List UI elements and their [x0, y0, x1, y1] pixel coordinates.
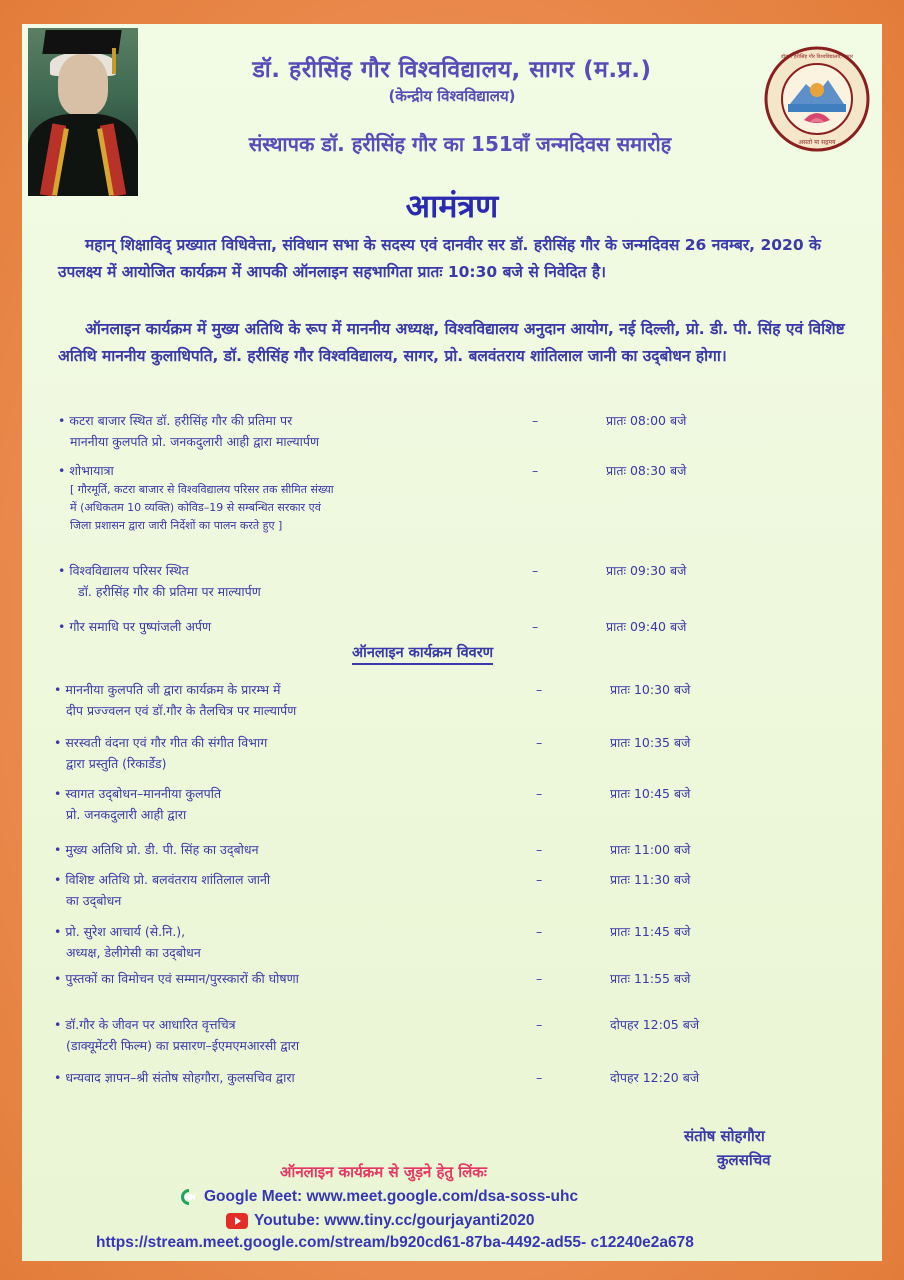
seal-text: डॉक्टर हरीसिंह गौर विश्वविद्यालय, सागर: [780, 54, 854, 60]
stream-link[interactable]: https://stream.meet.google.com/stream/b920cd61-87ba-4492-ad55- c12240e2a678: [96, 1234, 694, 1251]
intro-paragraph: महान् शिक्षाविद् प्रख्यात विधिवेत्ता, संविधान सभा के सदस्य एवं दानवीर सर डॉ. हरीसिंह गौर के जन्मदिवस 26 नवम्बर, 2020 के उपलक्ष्य में आयोजित कार्यक्रम में आपकी ऑनलाइन सहभागिता प्रातः 10:30 बजे से निवेदित है।: [58, 236, 821, 281]
join-links-heading: ऑनलाइन कार्यक्रम से जुड़ने हेतु लिंकः: [280, 1163, 487, 1181]
online-program-heading: ऑनलाइन कार्यक्रम विवरण: [352, 642, 493, 665]
invitation-heading: आमंत्रण: [405, 187, 499, 225]
central-university-subtitle: (केन्द्रीय विश्वविद्यालय): [388, 87, 516, 105]
registrar-name: संतोष सोहगौरा: [684, 1127, 765, 1145]
youtube-icon: [226, 1213, 248, 1229]
seal-motto: असतो मा सद्गमय: [798, 139, 836, 146]
founder-portrait: [28, 28, 138, 196]
registrar-title: कुलसचिव: [717, 1151, 771, 1169]
youtube-link[interactable]: Youtube: www.tiny.cc/gourjayanti2020: [226, 1212, 535, 1230]
google-meet-icon: [180, 1188, 198, 1206]
invitation-card: असतो मा सद्गमय डॉक्टर हरीसिंह गौर विश्वविद्यालय, सागर डॉ. हरीसिंह गौर विश्वविद्यालय, सागर (म.प्र.) (केन्द्रीय विश्वविद्यालय) संस्थापक डॉ. हरीसिंह गौर का 151वाँ जन्मदिवस समारोह आमंत्रण महान् शिक्षाविद् प्रख्यात विधिवेत्ता, संविधान सभा के सदस्य एवं दानवीर सर डॉ. हरीसिंह गौर के जन्मदिवस 26 नवम्बर, 2020 के उपलक्ष्य में आयोजित कार्यक्रम में आपकी ऑनलाइन सहभागिता प्रातः 10:30 बजे से निवेदित है। ऑनलाइन कार्यक्रम में मुख्य अतिथि के रूप में माननीय अध्यक्ष, विश्वविद्यालय अनुदान आयोग, नई दिल्ली, प्रो. डी. पी. सिंह एवं विशिष्ट अतिथि माननीय कुलाधिपति, डॉ. हरीसिंह गौर विश्वविद्यालय, सागर, प्रो. बलवंतराय शांतिलाल जानी का उद्‌बोधन होगा। • कटरा बाजार स्थित डॉ. हरीसिंह गौर की प्रतिमा पर माननीया कुलपति प्रो. जनकदुलारी आही द्वारा माल्यार्पण – प्रातः 08:00 बजे • शोभायात्रा [ गौरमूर्ति, कटरा बाजार से विश्वविद्यालय परिसर तक सीमित संख्या में (अधिकतम 10 व्यक्ति) कोविड–19 से सम्बन्धित सरकार एवं जिला प्रशासन द्वारा जारी निर्देशों का पालन करते हुए ] – प्रातः 08:30 बजे • विश्वविद्यालय परिसर स्थित डॉ. हरीसिंह गौर की प्रतिमा पर माल्यार्पण – प्रातः 09:30 बजे • गौर समाधि पर पुष्पांजली अर्पण – प्रातः 09:40 बजे ऑनलाइन कार्यक्रम विवरण • माननीया कुलपति जी द्वारा कार्यक्रम के प्रारम्भ में दीप प्रज्ज्वलन एवं डॉ.गौर के तैलचित्र पर माल्यार्पण – प्रातः 10:30 बजे • सरस्वती वंदना एवं गौर गीत की संगीत विभाग द्वारा प्रस्तुति (रिकार्डेड) – प्रातः 10:35 बजे • स्वागत उद्‌बोधन–माननीया कुलपति प्रो. जनकदुलारी आही द्वारा – प्रातः 10:45 बजे • मुख्य अतिथि प्रो. डी. पी. सिंह का उद्‌बोधन – प्रातः 11:00 बजे • विशिष्ट अतिथि प्रो. बलवंतराय शांतिलाल जानी का उद्‌बोधन – प्रातः 11:30 बजे • प्रो. सुरेश आचार्य (से.नि.), अध्यक्ष, डेलीगेसी का उद्‌बोधन – प्रातः 11:45 बजे • पुस्तकों का विमोचन एवं सम्मान/पुरस्कारों की घोषणा – प्रातः 11:55 बजे • डॉ.गौर के जीवन पर आधारित वृत्तचित्र (डाक्यूमेंटरी फिल्म) का प्रसारण–ईएमएमआरसी द्वारा – दोपहर 12:05 बजे • धन्यवाद ज्ञापन–श्री संतोष सोहगौरा, कुलसचिव द्वारा – दोपहर 12:20 बजे संतोष सोहगौरा कुलसचिव ऑनलाइन कार्यक्रम से जुड़ने हेतु लिंकः Google Meet: www.meet.google.com/dsa-soss-uhc Youtube: www.tiny.cc/gourjayanti2020 https://stream.meet.google.com/stream/b920cd61-87ba-4492-ad55- c12240e2a678: [22, 24, 882, 1261]
guests-paragraph: ऑनलाइन कार्यक्रम में मुख्य अतिथि के रूप में माननीय अध्यक्ष, विश्वविद्यालय अनुदान आयोग, नई दिल्ली, प्रो. डी. पी. सिंह एवं विशिष्ट अतिथि माननीय कुलाधिपति, डॉ. हरीसिंह गौर विश्वविद्यालय, सागर, प्रो. बलवंतराय शांतिलाल जानी का उद्‌बोधन होगा।: [58, 320, 845, 365]
ceremony-title: संस्थापक डॉ. हरीसिंह गौर का 151वाँ जन्मदिवस समारोह: [248, 132, 672, 156]
university-title: डॉ. हरीसिंह गौर विश्वविद्यालय, सागर (म.प्र.): [252, 57, 652, 83]
google-meet-link[interactable]: Google Meet: www.meet.google.com/dsa-soss-uhc: [180, 1188, 578, 1206]
